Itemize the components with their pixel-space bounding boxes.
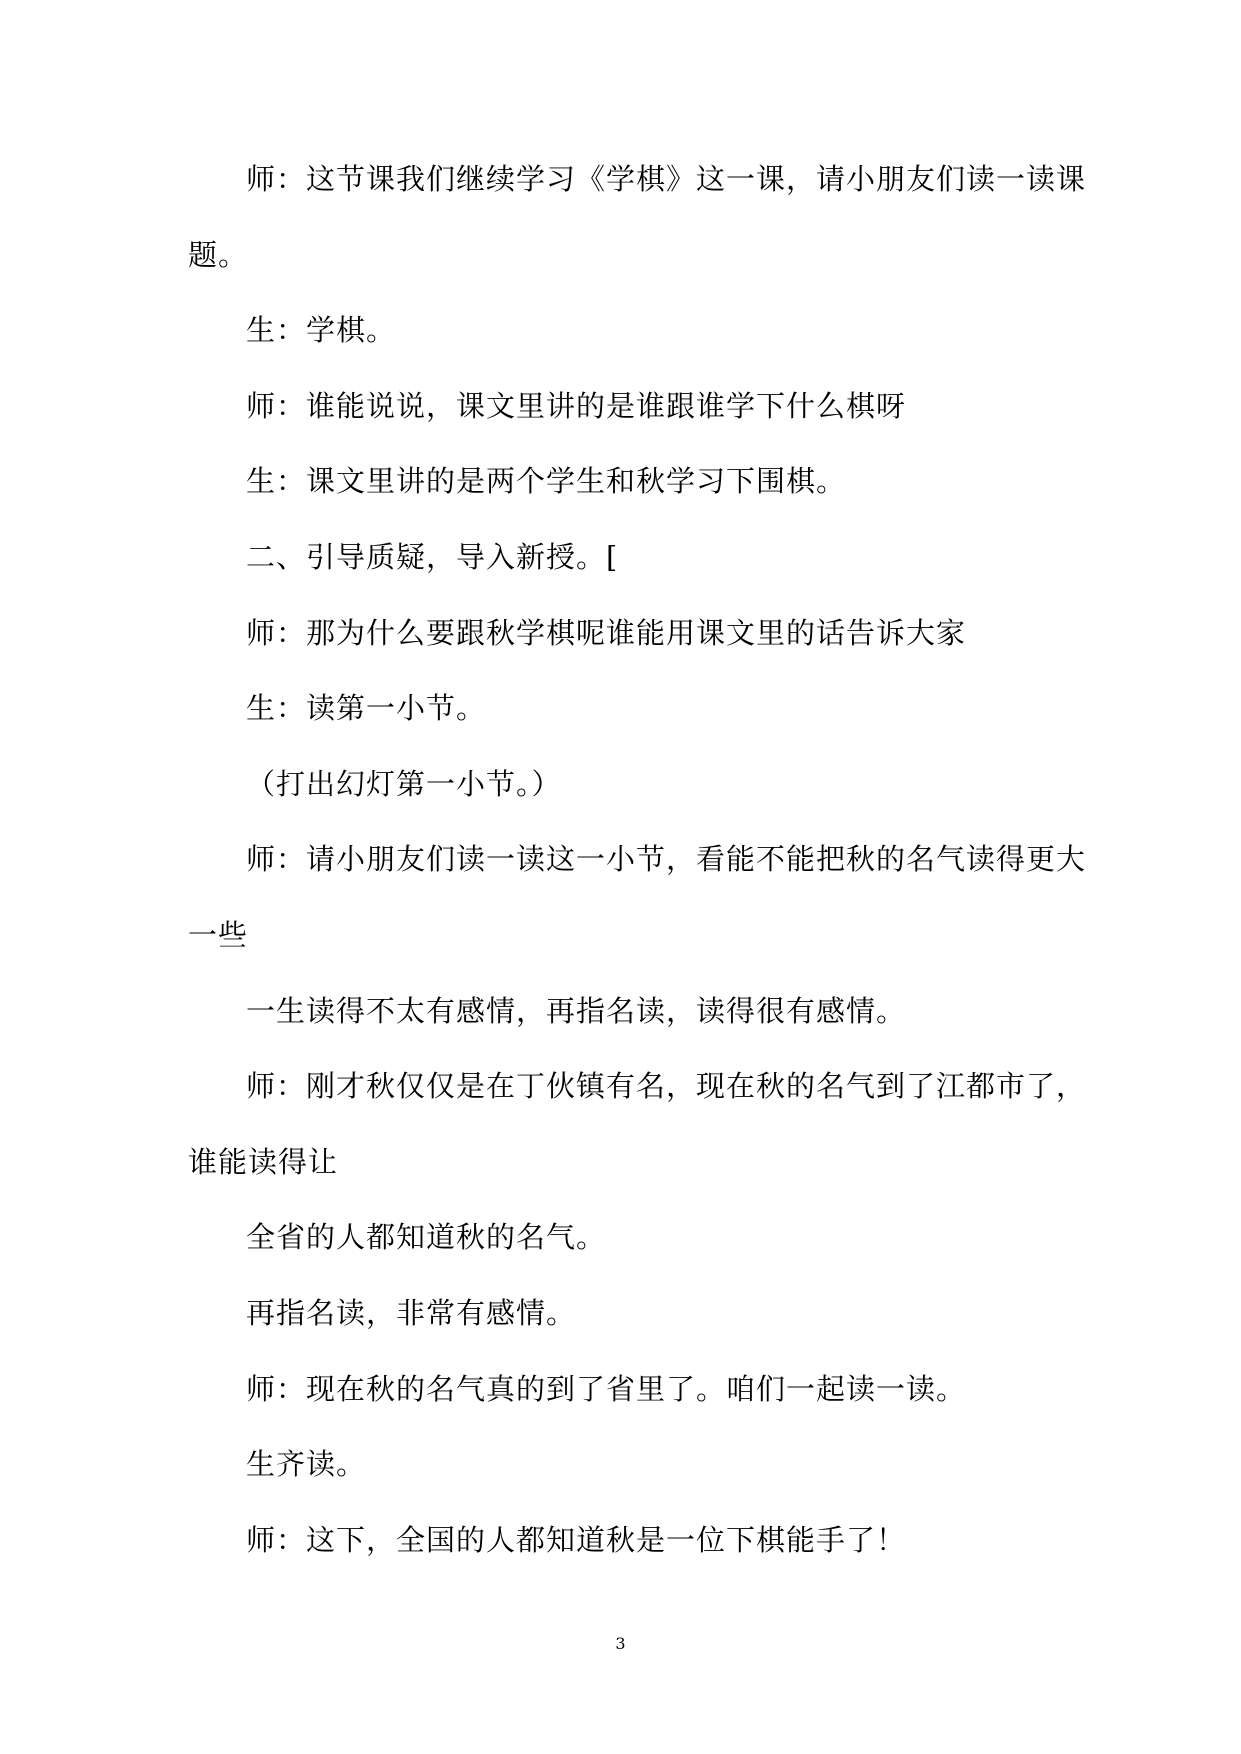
text-line: 师：那为什么要跟秋学棋呢谁能用课文里的话告诉大家: [246, 615, 967, 650]
text-line: 师：请小朋友们读一读这一小节，看能不能把秋的名气读得更大: [246, 842, 1087, 877]
text-line: 一些: [188, 917, 249, 952]
text-line: （打出幻灯第一小节。）: [246, 766, 562, 801]
text-line: 师：这下，全国的人都知道秋是一位下棋能手了！: [246, 1522, 907, 1557]
text-line: 生：读第一小节。: [246, 691, 487, 726]
text-line: 一生读得不太有感情，再指名读，读得很有感情。: [246, 993, 907, 1028]
text-line: 题。: [188, 237, 249, 272]
text-line: 二、引导质疑，导入新授。[: [246, 539, 619, 574]
text-line: 全省的人都知道秋的名气。: [246, 1220, 607, 1255]
text-line: 师：这节课我们继续学习《学棋》这一课，请小朋友们读一读课: [246, 162, 1087, 196]
text-line: 师：刚才秋仅仅是在丁伙镇有名，现在秋的名气到了江都市了，: [246, 1069, 1087, 1104]
text-line: 师：现在秋的名气真的到了省里了。咱们一起读一读。: [246, 1371, 967, 1406]
page-number: 3: [615, 1634, 626, 1653]
text-line: 生：课文里讲的是两个学生和秋学习下围棋。: [246, 464, 847, 499]
body-text: [188, 142, 1087, 1578]
text-line: 师：谁能说说，课文里讲的是谁跟谁学下什么棋呀: [246, 388, 907, 423]
text-line: 生齐读。: [246, 1447, 367, 1482]
text-line: 再指名读，非常有感情。: [246, 1295, 577, 1330]
text-line: 谁能读得让: [188, 1144, 339, 1179]
text-line: 生：学棋。: [246, 313, 397, 348]
